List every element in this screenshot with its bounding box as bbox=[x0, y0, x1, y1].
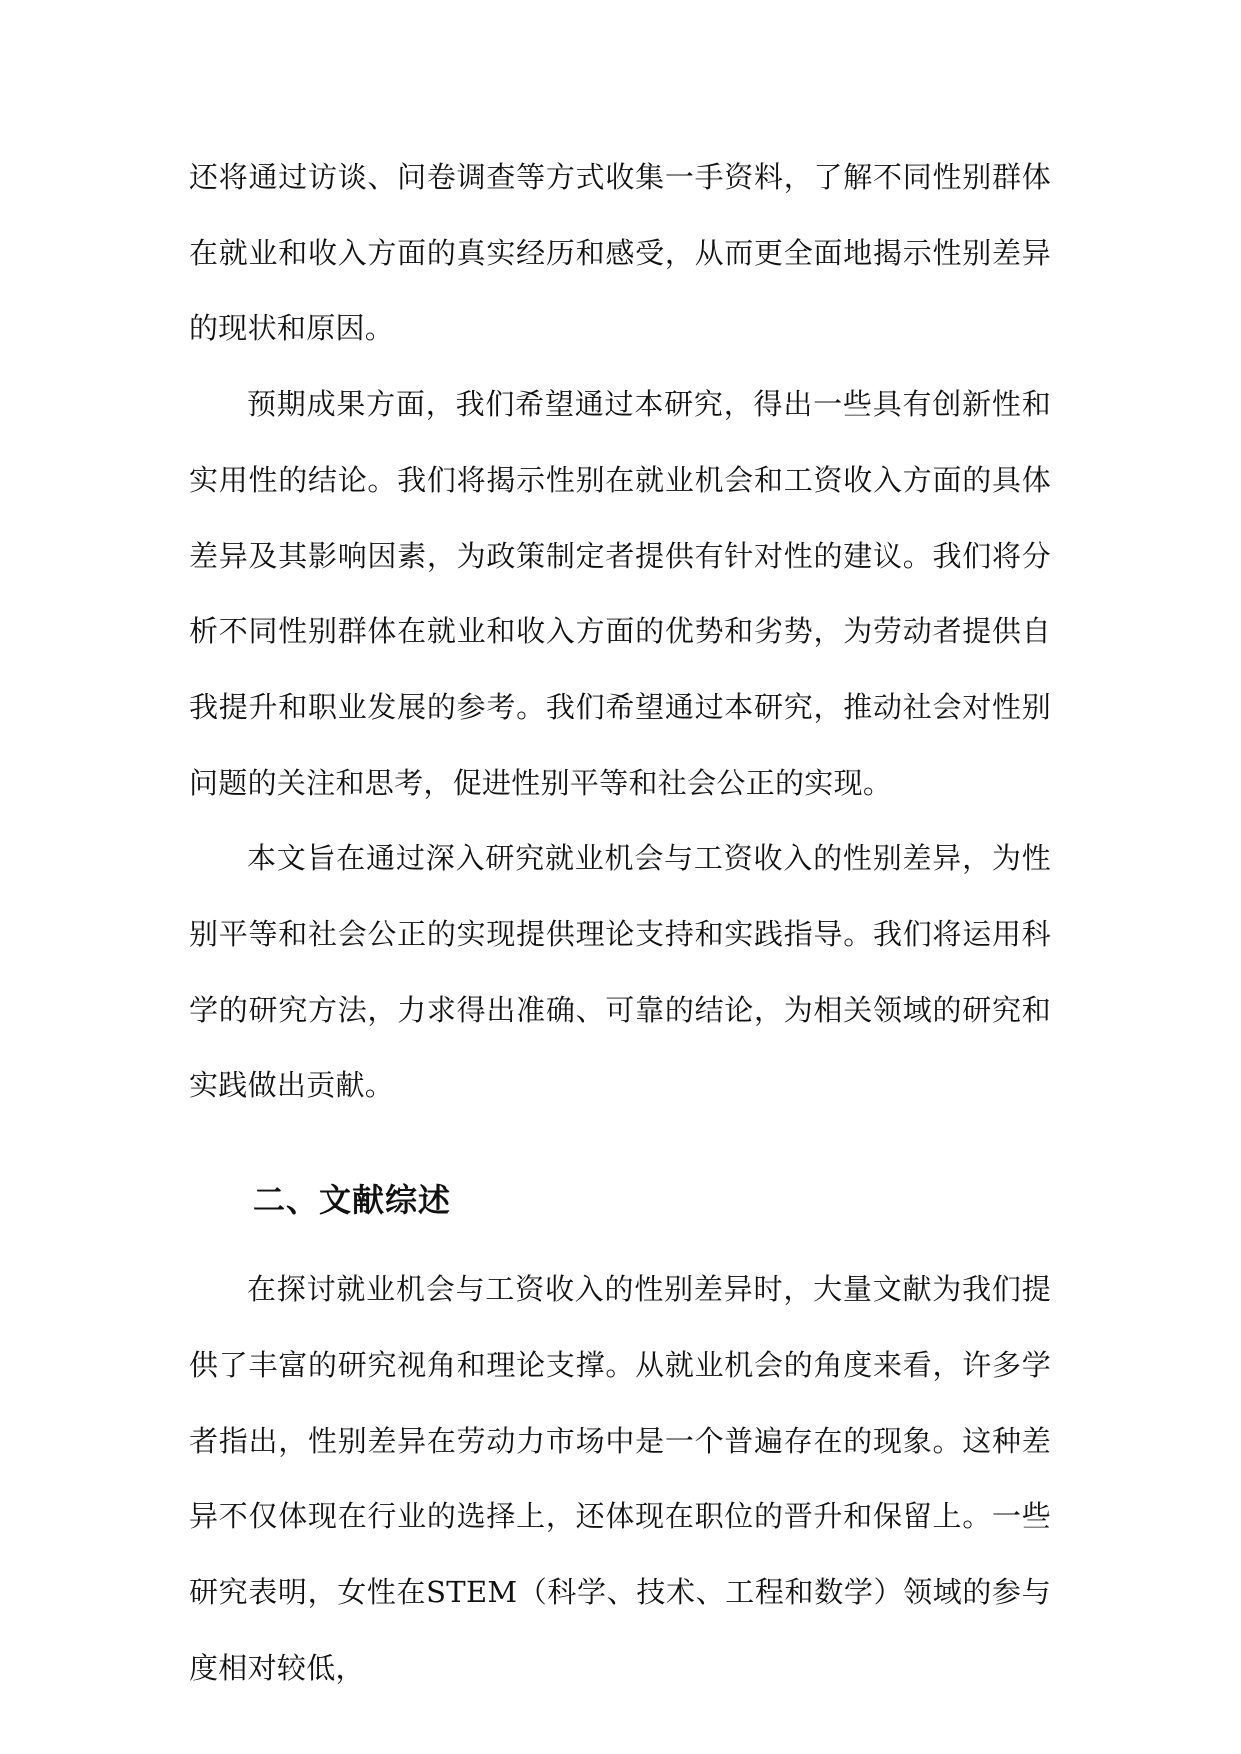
paragraph-expected-results: 预期成果方面，我们希望通过本研究，得出一些具有创新性和实用性的结论。我们将揭示性别在就业机会和工资收入方面的具体差异及其影响因素，为政策制定者提供有针对性的建议。我们将分析不同性别群体在就业和收入方面的优势和劣势，为劳动者提供自我提升和职业发展的参考。我们希望通过本研究，推动社会对性别问题的关注和思考，促进性别平等和社会公正的实现。 bbox=[189, 387, 1051, 800]
paragraph-research-purpose: 本文旨在通过深入研究就业机会与工资收入的性别差异，为性别平等和社会公正的实现提供理论支持和实践指导。我们将运用科学的研究方法，力求得出准确、可靠的结论，为相关领域的研究和实践做出贡献。 bbox=[189, 841, 1051, 1103]
section-heading-literature-review: 二、文献综述 bbox=[253, 1181, 452, 1220]
paragraph-research-methods-continued: 还将通过访谈、问卷调查等方式收集一手资料，了解不同性别群体在就业和收入方面的真实经历和感受，从而更全面地揭示性别差异的现状和原因。 bbox=[189, 160, 1051, 346]
page-content bbox=[189, 140, 1051, 1706]
paragraph-literature-review: 在探讨就业机会与工资收入的性别差异时，大量文献为我们提供了丰富的研究视角和理论支撑。从就业机会的角度来看，许多学者指出，性别差异在劳动力市场中是一个普遍存在的现象。这种差异不仅体现在行业的选择上，还体现在职位的晋升和保留上。一些研究表明，女性在STEM（科学、技术、工程和数学）领域的参与度相对较低， bbox=[189, 1272, 1051, 1685]
